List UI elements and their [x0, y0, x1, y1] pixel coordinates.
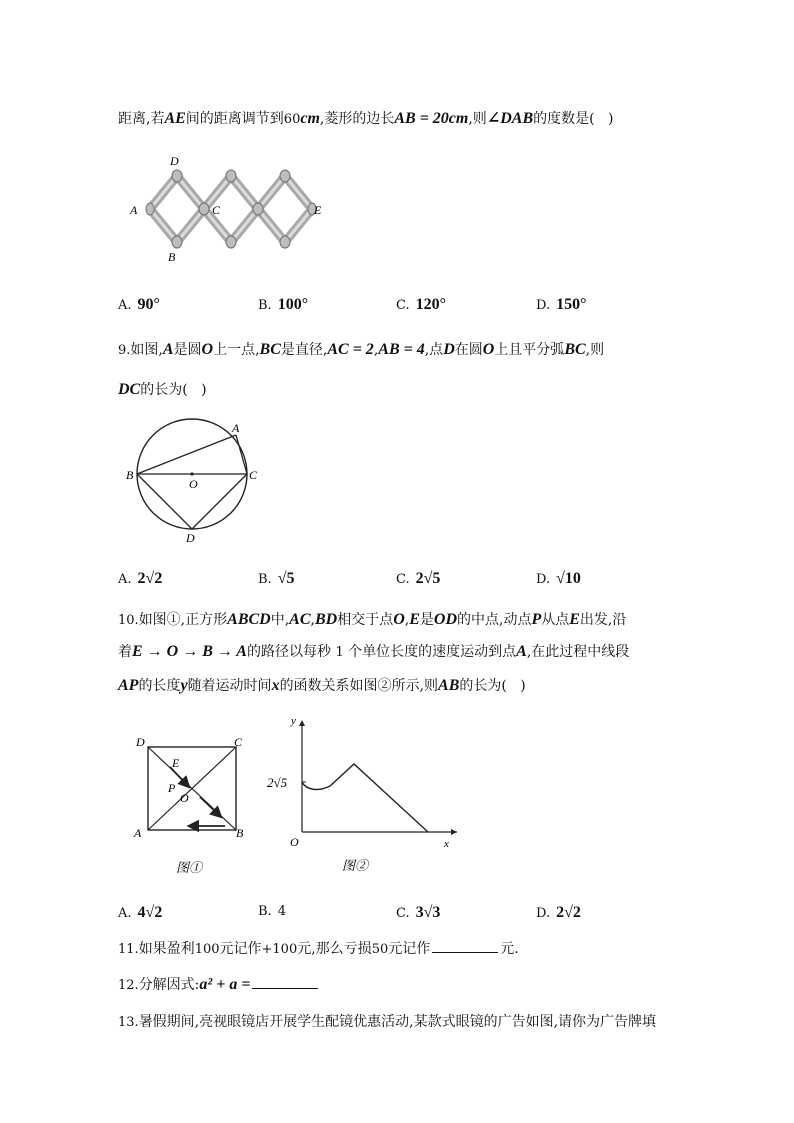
q9-stem-line-1: 9.如图,A是圆O上一点,BC是直径,AC = 2,AB = 4,点D在圆O上且平分弧BC,则 [118, 341, 605, 358]
tick-2sqrt5: 2√5 [267, 775, 288, 790]
q10-stem-line-1: 10.如图①,正方形ABCD中,AC,BD相交于点O,E是OD的中点,动点P从点E出发,沿 [118, 611, 627, 628]
label-E: E [172, 756, 180, 770]
q9-option-b[interactable]: B. √5 [258, 570, 295, 587]
label-C: C [234, 735, 243, 749]
path-E-O-B-A: E → O → B → A [132, 643, 247, 660]
label-C: C [249, 468, 258, 482]
q8-option-b[interactable]: B. 100° [258, 296, 309, 313]
var-AE: AE [164, 110, 186, 127]
origin-label: O [290, 835, 299, 849]
q8-stem-line: 距离,若AE间的距离调节到60cm,菱形的边长AB = 20cm,则∠DAB的度数是( ) [118, 110, 614, 127]
expr-a2-plus-a: a² + a = [199, 976, 251, 993]
q10-square-figure [130, 730, 250, 880]
label-O: O [180, 791, 189, 805]
eq-AB-20cm: AB = 20cm [394, 110, 469, 127]
label-D: D [136, 735, 145, 749]
label-C: C [212, 203, 221, 217]
q8-rhombus-frame-figure [126, 152, 336, 264]
q8-option-a[interactable]: A. 90° [118, 296, 160, 313]
q10-number: 10. [118, 613, 139, 628]
q10-function-graph [262, 710, 462, 880]
q9-option-a[interactable]: A. 2√2 [118, 570, 163, 587]
label-D: D [170, 154, 179, 168]
q10-stem-line-2: 着E → O → B → A的路径以每秒 1 个单位长度的速度运动到点A,在此过程中线段 [118, 643, 630, 660]
fig1-caption: 图① [176, 860, 203, 875]
q13-line: 13.暑假期间,亮视眼镜店开展学生配镜优惠活动,某款式眼镜的广告如图,请你为广告牌填 [118, 1014, 657, 1030]
q10-stem-line-3: AP的长度y随着运动时间x的函数关系如图②所示,则AB的长为( ) [118, 677, 526, 694]
label-D: D [186, 531, 195, 545]
label-P: P [168, 781, 176, 795]
q11-answer-blank[interactable] [432, 938, 498, 953]
label-E: E [314, 203, 322, 217]
q9-option-c[interactable]: C. 2√5 [396, 570, 441, 587]
q9-number: 9. [118, 343, 131, 358]
q11-line: 11.如果盈利100元记作+100元,那么亏损50元记作 元. [118, 938, 519, 960]
label-A: A [232, 421, 240, 435]
label-B: B [236, 826, 244, 840]
axis-y-label: y [291, 715, 296, 727]
axis-x-label: x [444, 838, 449, 850]
label-A: A [130, 203, 138, 217]
q10-option-d[interactable]: D. 2√2 [536, 904, 581, 921]
q9-circle-figure [126, 418, 266, 546]
label-A: A [134, 826, 142, 840]
q10-option-a[interactable]: A. 4√2 [118, 904, 163, 921]
angle-DAB: ∠DAB [486, 110, 534, 127]
label-B: B [168, 250, 176, 264]
q12-line: 12.分解因式:a² + a = [118, 974, 320, 996]
q8-option-d[interactable]: D. 150° [536, 296, 587, 313]
q9-stem-line-2: DC的长为( ) [118, 381, 207, 398]
fig2-caption: 图② [342, 858, 369, 873]
q10-option-b[interactable]: B. 4 [258, 904, 286, 919]
q12-answer-blank[interactable] [252, 974, 318, 989]
q8-option-c[interactable]: C. 120° [396, 296, 447, 313]
q10-option-c[interactable]: C. 3√3 [396, 904, 441, 921]
label-O: O [189, 477, 198, 491]
label-B: B [126, 468, 134, 482]
q9-option-d[interactable]: D. √10 [536, 570, 581, 587]
